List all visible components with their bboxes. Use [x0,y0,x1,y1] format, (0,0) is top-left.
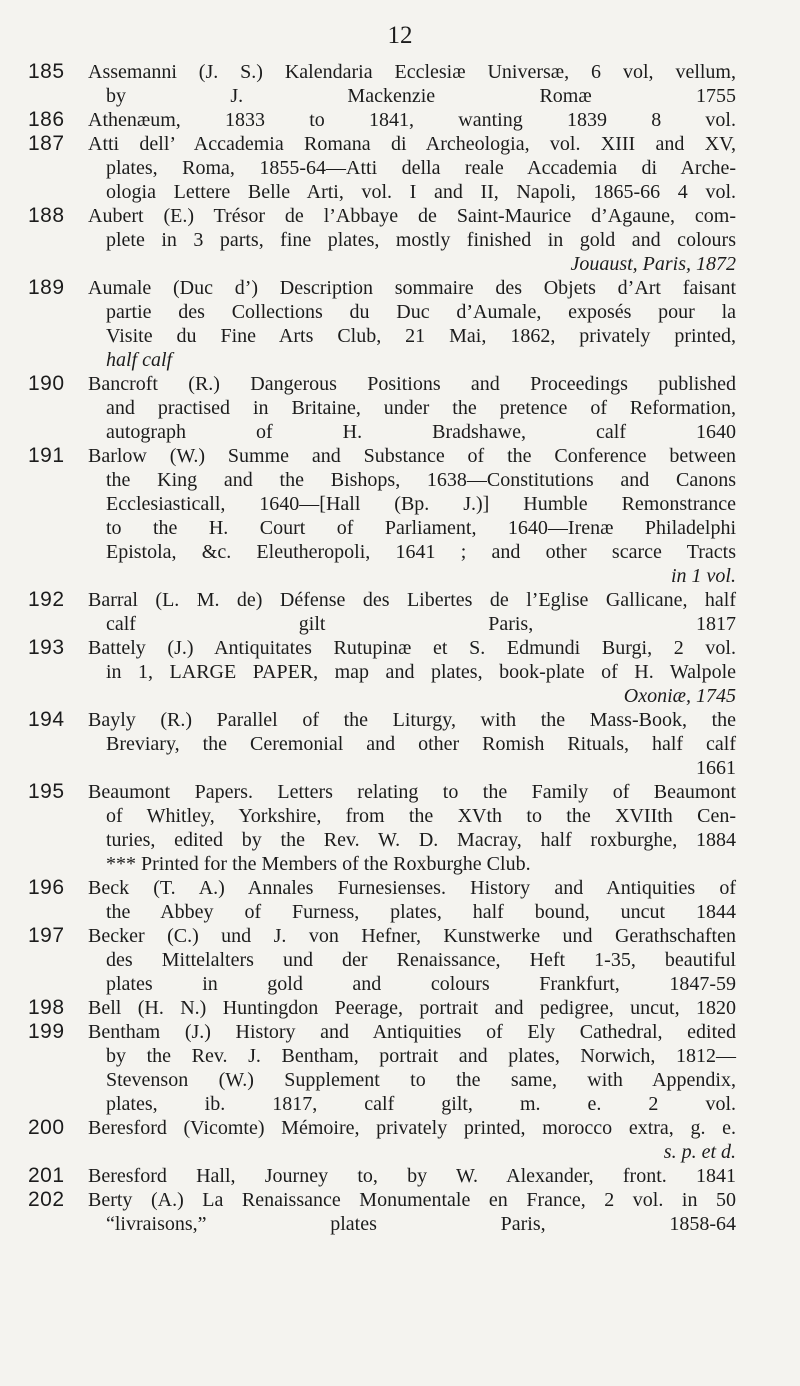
lot-number: 199 [28,1020,65,1043]
entry-line: Aumale (Duc d’) Description sommaire des Objets d’Art faisant [88,277,736,299]
entry-line: “livraisons,” plates Paris, 1858-64 [106,1213,736,1235]
lot-number: 201 [28,1164,65,1187]
entry-line: Barlow (W.) Summe and Substance of the Conference between [88,445,736,467]
lot-number: 195 [28,780,65,803]
entry-line: plete in 3 parts, fine plates, mostly finished in gold and colours [106,229,736,251]
entry-line: Becker (C.) und J. von Hefner, Kunstwerke und Gerathschaften [88,925,736,947]
entry-line: plates, Roma, 1855-64—Atti della reale Accademia di Arche- [106,157,736,179]
entry-line: Bentham (J.) History and Antiquities of Ely Cathedral, edited [88,1021,736,1043]
entry-line: Stevenson (W.) Supplement to the same, with Appendix, [106,1069,736,1091]
entry-line: in 1, LARGE PAPER, map and plates, book-plate of H. Walpole [106,661,736,683]
lot-number: 198 [28,996,65,1019]
entry-line: ologia Lettere Belle Arti, vol. I and II, Napoli, 1865-66 4 vol. [106,181,736,203]
entry-line: Athenæum, 1833 to 1841, wanting 1839 8 vol. [88,109,736,131]
entry-line: Ecclesiasticall, 1640—[Hall (Bp. J.)] Humble Remonstrance [106,493,736,515]
entry-line: and practised in Britaine, under the pretence of Reformation, [106,397,736,419]
entry-line: Barral (L. M. de) Défense des Libertes de l’Eglise Gallicane, half [88,589,736,611]
entry-line: Battely (J.) Antiquitates Rutupinæ et S. Edmundi Burgi, 2 vol. [88,637,736,659]
entry-line: turies, edited by the Rev. W. D. Macray, half roxburghe, 1884 [106,829,736,851]
entry-line: Beck (T. A.) Annales Furnesienses. History and Antiquities of [88,877,736,899]
page-number: 12 [387,22,413,49]
entry-line: by the Rev. J. Bentham, portrait and plates, Norwich, 1812— [106,1045,736,1067]
entry-line: half calf [106,349,173,371]
entry-line: autograph of H. Bradshawe, calf 1640 [106,421,736,443]
entry-line: to the H. Court of Parliament, 1640—Irenæ Philadelphi [106,517,736,539]
entry-line: 1661 [696,757,736,779]
entry-line: partie des Collections du Duc d’Aumale, exposés pour la [106,301,736,323]
lot-number: 202 [28,1188,65,1211]
entry-line: Aubert (E.) Trésor de l’Abbaye de Saint-Maurice d’Agaune, com- [88,205,736,227]
lot-number: 190 [28,372,65,395]
lot-number: 197 [28,924,65,947]
lot-number: 194 [28,708,65,731]
entry-line: calf gilt Paris, 1817 [106,613,736,635]
entry-line: Oxoniæ, 1745 [623,685,736,707]
entry-line: in 1 vol. [671,565,736,587]
entry-line: Bancroft (R.) Dangerous Positions and Proceedings published [88,373,736,395]
lot-number: 191 [28,444,65,467]
entry-line: Beresford (Vicomte) Mémoire, privately printed, morocco extra, g. e. [88,1117,736,1139]
lot-number: 188 [28,204,65,227]
entry-line: plates in gold and colours Frankfurt, 1847-59 [106,973,736,995]
lot-number: 200 [28,1116,65,1139]
entry-line: Berty (A.) La Renaissance Monumentale en France, 2 vol. in 50 [88,1189,736,1211]
lot-number: 187 [28,132,65,155]
entry-line: the King and the Bishops, 1638—Constitutions and Canons [106,469,736,491]
lot-number: 196 [28,876,65,899]
entry-line: *** Printed for the Members of the Roxburghe Club. [106,853,531,875]
lot-number: 189 [28,276,65,299]
entry-line: Visite du Fine Arts Club, 21 Mai, 1862, privately printed, [106,325,736,347]
entry-line: Breviary, the Ceremonial and other Romish Rituals, half calf [106,733,736,755]
entry-line: Assemanni (J. S.) Kalendaria Ecclesiæ Universæ, 6 vol, vellum, [88,61,736,83]
entry-line: Atti dell’ Accademia Romana di Archeologia, vol. XIII and XV, [88,133,736,155]
lot-number: 192 [28,588,65,611]
entry-line: Bayly (R.) Parallel of the Liturgy, with the Mass-Book, the [88,709,736,731]
entry-line: des Mittelalters und der Renaissance, Heft 1-35, beautiful [106,949,736,971]
lot-number: 185 [28,60,65,83]
entry-line: Beresford Hall, Journey to, by W. Alexander, front. 1841 [88,1165,736,1187]
entry-line: plates, ib. 1817, calf gilt, m. e. 2 vol. [106,1093,736,1115]
entry-line: Bell (H. N.) Huntingdon Peerage, portrait and pedigree, uncut, 1820 [88,997,736,1019]
entry-line: Jouaust, Paris, 1872 [570,253,736,275]
lot-number: 186 [28,108,65,131]
entry-line: Beaumont Papers. Letters relating to the Family of Beaumont [88,781,736,803]
lot-number: 193 [28,636,65,659]
entry-line: Epistola, &c. Eleutheropoli, 1641 ; and other scarce Tracts [106,541,736,563]
entry-line: of Whitley, Yorkshire, from the XVth to the XVIIth Cen- [106,805,736,827]
entry-line: by J. Mackenzie Romæ 1755 [106,85,736,107]
entry-line: s. p. et d. [663,1141,736,1163]
entry-line: the Abbey of Furness, plates, half bound, uncut 1844 [106,901,736,923]
